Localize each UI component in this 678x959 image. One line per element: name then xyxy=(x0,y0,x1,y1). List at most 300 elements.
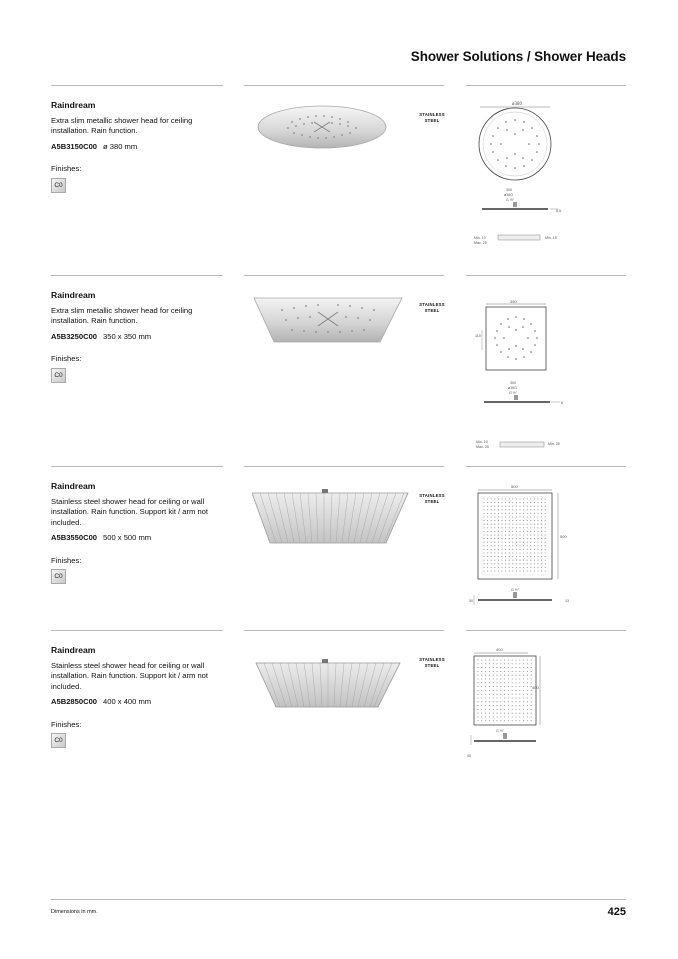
nozzle-dot xyxy=(487,531,488,532)
nozzle-dot xyxy=(537,531,538,532)
nozzle-dot xyxy=(485,716,486,717)
svg-text:Min. 10: Min. 10 xyxy=(474,236,486,240)
nozzle-dot xyxy=(519,709,520,710)
nozzle-dot xyxy=(534,498,535,499)
nozzle-dot xyxy=(485,701,486,702)
nozzle-dot xyxy=(487,560,488,561)
nozzle-dot xyxy=(477,675,478,676)
nozzle-dot xyxy=(494,516,495,517)
nozzle-dot xyxy=(541,520,542,521)
nozzle-dot xyxy=(523,663,524,664)
nozzle-dot xyxy=(500,659,501,660)
nozzle-dot xyxy=(504,694,505,695)
nozzle-dot xyxy=(530,516,531,517)
nozzle-dot xyxy=(545,552,546,553)
nozzle-dot xyxy=(496,675,497,676)
nozzle-dot xyxy=(523,716,524,717)
nozzle-dot xyxy=(537,527,538,528)
nozzle-dot xyxy=(485,697,486,698)
product-info xyxy=(51,481,231,584)
divider xyxy=(244,85,444,86)
nozzle-dot xyxy=(531,659,532,660)
nozzle-dot xyxy=(516,542,517,543)
nozzle-dot xyxy=(494,520,495,521)
nozzle-dot xyxy=(494,509,495,510)
divider xyxy=(466,466,626,467)
nozzle-dot xyxy=(512,516,513,517)
nozzle-dot xyxy=(515,671,516,672)
nozzle-dot xyxy=(498,527,499,528)
product-name: Raindream xyxy=(51,290,96,300)
nozzle-dot xyxy=(541,552,542,553)
nozzle-dot xyxy=(523,720,524,721)
nozzle-dot xyxy=(530,560,531,561)
nozzle-dot xyxy=(519,682,520,683)
product-size: ø 380 mm xyxy=(103,141,138,151)
nozzle-dot xyxy=(509,498,510,499)
nozzle-dot xyxy=(519,563,520,564)
nozzle-dot xyxy=(515,701,516,702)
nozzle-dot xyxy=(509,556,510,557)
nozzle-dot xyxy=(530,552,531,553)
nozzle-dot xyxy=(515,659,516,660)
nozzle-dot xyxy=(534,552,535,553)
nozzle-dot xyxy=(523,570,524,571)
nozzle-dot xyxy=(505,524,506,525)
nozzle-dot xyxy=(541,502,542,503)
nozzle-dot xyxy=(537,524,538,525)
svg-text:500: 500 xyxy=(511,484,518,489)
nozzle-dot xyxy=(537,556,538,557)
nozzle-dot xyxy=(500,675,501,676)
nozzle-dot xyxy=(494,502,495,503)
nozzle-dot xyxy=(519,506,520,507)
nozzle-dot xyxy=(481,709,482,710)
nozzle-dot xyxy=(493,667,494,668)
nozzle-dot xyxy=(512,690,513,691)
nozzle-dot xyxy=(483,527,484,528)
nozzle-dot xyxy=(504,720,505,721)
nozzle-dot xyxy=(491,502,492,503)
nozzle-dot xyxy=(527,686,528,687)
nozzle-dot xyxy=(527,506,528,507)
nozzle-dot xyxy=(523,701,524,702)
nozzle-dot xyxy=(516,520,517,521)
nozzle-dot xyxy=(527,498,528,499)
nozzle-dot xyxy=(501,524,502,525)
nozzle-dot xyxy=(501,560,502,561)
nozzle-dot xyxy=(523,671,524,672)
nozzle-dot xyxy=(496,716,497,717)
nozzle-dot xyxy=(483,552,484,553)
divider xyxy=(466,85,626,86)
nozzle-dot xyxy=(508,690,509,691)
nozzle-dot xyxy=(515,686,516,687)
nozzle-dot xyxy=(527,690,528,691)
svg-text:8,5: 8,5 xyxy=(556,209,561,213)
nozzle-dot xyxy=(531,705,532,706)
svg-text:400: 400 xyxy=(496,647,503,652)
nozzle-dot xyxy=(545,524,546,525)
nozzle-dot xyxy=(512,663,513,664)
nozzle-dot xyxy=(501,513,502,514)
nozzle-dot xyxy=(519,671,520,672)
nozzle-dot xyxy=(483,556,484,557)
product-description: Stainless steel shower head for ceiling or wall installation. Rain function. Support kit / arm not included. xyxy=(51,496,209,527)
nozzle-dot xyxy=(505,520,506,521)
divider xyxy=(466,275,626,276)
nozzle-dot xyxy=(515,709,516,710)
product-info xyxy=(51,290,231,383)
finish-swatch-chrome: C0 xyxy=(51,569,66,584)
nozzle-dot xyxy=(531,690,532,691)
svg-text:8: 8 xyxy=(561,401,563,405)
nozzle-dot xyxy=(493,713,494,714)
nozzle-dot xyxy=(516,549,517,550)
nozzle-dot xyxy=(530,549,531,550)
nozzle-dot xyxy=(489,678,490,679)
nozzle-dot xyxy=(496,709,497,710)
nozzle-dot xyxy=(531,709,532,710)
nozzle-dot xyxy=(527,524,528,525)
nozzle-dot xyxy=(516,563,517,564)
technical-drawing xyxy=(466,481,586,641)
nozzle-dot xyxy=(500,716,501,717)
nozzle-dot xyxy=(500,671,501,672)
nozzle-dot xyxy=(477,709,478,710)
nozzle-dot xyxy=(498,563,499,564)
nozzle-dot xyxy=(489,705,490,706)
nozzle-dot xyxy=(523,552,524,553)
nozzle-dot xyxy=(498,552,499,553)
nozzle-dot xyxy=(494,545,495,546)
nozzle-dot xyxy=(545,563,546,564)
nozzle-dot xyxy=(512,524,513,525)
nozzle-dot xyxy=(541,556,542,557)
nozzle-dot xyxy=(523,509,524,510)
footer-note: Dimensions in mm. xyxy=(51,909,98,915)
nozzle-dot xyxy=(500,697,501,698)
nozzle-dot xyxy=(477,682,478,683)
nozzle-dot xyxy=(498,520,499,521)
nozzle-dot xyxy=(527,556,528,557)
nozzle-dot xyxy=(508,716,509,717)
nozzle-dot xyxy=(481,697,482,698)
svg-text:Min. 10: Min. 10 xyxy=(476,440,488,444)
nozzle-dot xyxy=(485,678,486,679)
nozzle-dot xyxy=(494,531,495,532)
nozzle-dot xyxy=(527,542,528,543)
nozzle-dot xyxy=(496,690,497,691)
product-photo-round xyxy=(252,100,412,185)
nozzle-dot xyxy=(493,678,494,679)
nozzle-dot xyxy=(545,516,546,517)
nozzle-dot xyxy=(545,549,546,550)
nozzle-dot xyxy=(498,534,499,535)
nozzle-dot xyxy=(498,542,499,543)
nozzle-dot xyxy=(483,520,484,521)
nozzle-dot xyxy=(545,567,546,568)
nozzle-dot xyxy=(530,556,531,557)
nozzle-dot xyxy=(489,686,490,687)
nozzle-dot xyxy=(489,682,490,683)
nozzle-dot xyxy=(516,513,517,514)
nozzle-dot xyxy=(545,570,546,571)
nozzle-dot xyxy=(527,516,528,517)
nozzle-dot xyxy=(477,659,478,660)
nozzle-dot xyxy=(537,563,538,564)
nozzle-dot xyxy=(491,506,492,507)
nozzle-dot xyxy=(531,701,532,702)
nozzle-dot xyxy=(523,667,524,668)
nozzle-dot xyxy=(508,682,509,683)
nozzle-dot xyxy=(515,694,516,695)
nozzle-dot xyxy=(477,678,478,679)
nozzle-dot xyxy=(504,690,505,691)
nozzle-dot xyxy=(519,659,520,660)
nozzle-dot xyxy=(509,527,510,528)
nozzle-dot xyxy=(512,552,513,553)
nozzle-dot xyxy=(493,690,494,691)
nozzle-dot xyxy=(541,570,542,571)
nozzle-dot xyxy=(505,567,506,568)
nozzle-dot xyxy=(527,527,528,528)
nozzle-dot xyxy=(491,520,492,521)
nozzle-dot xyxy=(504,682,505,683)
nozzle-dot xyxy=(512,542,513,543)
nozzle-dot xyxy=(523,545,524,546)
nozzle-dot xyxy=(523,694,524,695)
nozzle-dot xyxy=(534,545,535,546)
nozzle-dot xyxy=(485,709,486,710)
nozzle-dot xyxy=(537,570,538,571)
svg-text:G ½": G ½" xyxy=(509,391,518,395)
nozzle-dot xyxy=(487,570,488,571)
nozzle-dot xyxy=(515,675,516,676)
nozzle-dot xyxy=(534,506,535,507)
product-code-line xyxy=(51,142,231,153)
nozzle-dot xyxy=(501,567,502,568)
nozzle-dot xyxy=(498,516,499,517)
nozzle-dot xyxy=(505,513,506,514)
nozzle-dot xyxy=(512,531,513,532)
nozzle-dot xyxy=(534,567,535,568)
technical-drawing xyxy=(466,290,586,450)
nozzle-dot xyxy=(519,570,520,571)
nozzle-dot xyxy=(489,701,490,702)
nozzle-dot xyxy=(485,671,486,672)
nozzle-dot xyxy=(481,701,482,702)
nozzle-dot xyxy=(505,560,506,561)
nozzle-dot xyxy=(512,534,513,535)
nozzle-dot xyxy=(523,567,524,568)
nozzle-dot xyxy=(500,667,501,668)
nozzle-dot xyxy=(541,538,542,539)
nozzle-dot xyxy=(512,675,513,676)
nozzle-dot xyxy=(494,527,495,528)
nozzle-dot xyxy=(512,556,513,557)
nozzle-dot xyxy=(523,709,524,710)
nozzle-dot xyxy=(509,520,510,521)
nozzle-dot xyxy=(487,513,488,514)
nozzle-dot xyxy=(537,516,538,517)
finishes-label: Finishes: xyxy=(51,555,82,565)
nozzle-dot xyxy=(527,567,528,568)
nozzle-dot xyxy=(496,667,497,668)
nozzle-dot xyxy=(489,720,490,721)
footer-divider xyxy=(51,899,626,900)
nozzle-dot xyxy=(523,498,524,499)
nozzle-dot xyxy=(481,686,482,687)
nozzle-dot xyxy=(498,502,499,503)
nozzle-dot xyxy=(494,538,495,539)
svg-text:Min. 15: Min. 15 xyxy=(545,236,557,240)
product-entry xyxy=(0,275,678,455)
nozzle-dot xyxy=(501,542,502,543)
nozzle-dot xyxy=(498,531,499,532)
nozzle-dot xyxy=(541,534,542,535)
nozzle-dot xyxy=(485,682,486,683)
nozzle-dot xyxy=(508,671,509,672)
product-name: Raindream xyxy=(51,645,96,655)
nozzle-dot xyxy=(537,567,538,568)
svg-text:400: 400 xyxy=(532,685,539,690)
nozzle-dot xyxy=(494,570,495,571)
nozzle-dot xyxy=(508,675,509,676)
nozzle-dot xyxy=(496,705,497,706)
nozzle-dot xyxy=(477,671,478,672)
nozzle-dot xyxy=(483,509,484,510)
nozzle-dot xyxy=(498,538,499,539)
nozzle-dot xyxy=(500,709,501,710)
nozzle-dot xyxy=(512,709,513,710)
divider xyxy=(51,466,223,467)
nozzle-dot xyxy=(512,705,513,706)
nozzle-dot xyxy=(504,716,505,717)
nozzle-dot xyxy=(527,560,528,561)
nozzle-dot xyxy=(537,560,538,561)
nozzle-dot xyxy=(504,697,505,698)
nozzle-dot xyxy=(500,690,501,691)
product-photo-square xyxy=(252,290,412,375)
nozzle-dot xyxy=(519,713,520,714)
nozzle-dot xyxy=(516,534,517,535)
nozzle-dot xyxy=(519,502,520,503)
nozzle-dot xyxy=(530,527,531,528)
nozzle-dot xyxy=(516,560,517,561)
nozzle-dot xyxy=(481,678,482,679)
nozzle-dot xyxy=(516,527,517,528)
nozzle-dot xyxy=(534,534,535,535)
nozzle-dot xyxy=(508,713,509,714)
product-entry xyxy=(0,466,678,646)
nozzle-dot xyxy=(519,701,520,702)
svg-text:13: 13 xyxy=(565,599,569,603)
nozzle-dot xyxy=(483,513,484,514)
nozzle-dot xyxy=(530,520,531,521)
nozzle-dot xyxy=(494,513,495,514)
nozzle-dot xyxy=(508,659,509,660)
nozzle-dot xyxy=(483,498,484,499)
nozzle-dot xyxy=(519,542,520,543)
nozzle-dot xyxy=(509,516,510,517)
nozzle-dot xyxy=(500,705,501,706)
nozzle-dot xyxy=(541,506,542,507)
nozzle-dot xyxy=(516,531,517,532)
nozzle-dot xyxy=(523,560,524,561)
nozzle-dot xyxy=(494,563,495,564)
nozzle-dot xyxy=(537,542,538,543)
nozzle-dot xyxy=(534,513,535,514)
nozzle-dot xyxy=(516,552,517,553)
divider xyxy=(466,630,626,631)
nozzle-dot xyxy=(516,556,517,557)
nozzle-dot xyxy=(509,570,510,571)
nozzle-dot xyxy=(527,534,528,535)
nozzle-dot xyxy=(496,720,497,721)
nozzle-dot xyxy=(496,701,497,702)
nozzle-dot xyxy=(500,682,501,683)
nozzle-dot xyxy=(505,509,506,510)
nozzle-dot xyxy=(491,556,492,557)
nozzle-dot xyxy=(491,524,492,525)
svg-text:300: 300 xyxy=(510,381,516,385)
nozzle-dot xyxy=(519,524,520,525)
nozzle-dot xyxy=(534,563,535,564)
nozzle-dot xyxy=(508,697,509,698)
nozzle-dot xyxy=(537,502,538,503)
nozzle-dot xyxy=(512,527,513,528)
nozzle-dot xyxy=(498,524,499,525)
nozzle-dot xyxy=(523,556,524,557)
nozzle-dot xyxy=(493,716,494,717)
nozzle-dot xyxy=(501,556,502,557)
nozzle-dot xyxy=(541,498,542,499)
nozzle-dot xyxy=(530,513,531,514)
nozzle-dot xyxy=(545,509,546,510)
nozzle-dot xyxy=(545,545,546,546)
divider xyxy=(51,275,223,276)
nozzle-dot xyxy=(516,506,517,507)
svg-text:40: 40 xyxy=(467,754,471,758)
nozzle-dot xyxy=(512,563,513,564)
nozzle-dot xyxy=(491,570,492,571)
nozzle-dot xyxy=(487,509,488,510)
nozzle-dot xyxy=(505,516,506,517)
nozzle-dot xyxy=(504,709,505,710)
nozzle-dot xyxy=(508,720,509,721)
nozzle-dot xyxy=(523,705,524,706)
nozzle-dot xyxy=(523,542,524,543)
nozzle-dot xyxy=(509,542,510,543)
nozzle-dot xyxy=(512,538,513,539)
nozzle-dot xyxy=(534,570,535,571)
nozzle-dot xyxy=(523,678,524,679)
nozzle-dot xyxy=(483,524,484,525)
nozzle-dot xyxy=(509,552,510,553)
nozzle-dot xyxy=(489,709,490,710)
nozzle-dot xyxy=(487,502,488,503)
nozzle-dot xyxy=(519,513,520,514)
nozzle-dot xyxy=(523,524,524,525)
nozzle-dot xyxy=(489,663,490,664)
nozzle-dot xyxy=(527,667,528,668)
nozzle-dot xyxy=(487,534,488,535)
nozzle-dot xyxy=(505,556,506,557)
nozzle-dot xyxy=(494,506,495,507)
nozzle-dot xyxy=(512,686,513,687)
finish-swatch-chrome: C0 xyxy=(51,368,66,383)
